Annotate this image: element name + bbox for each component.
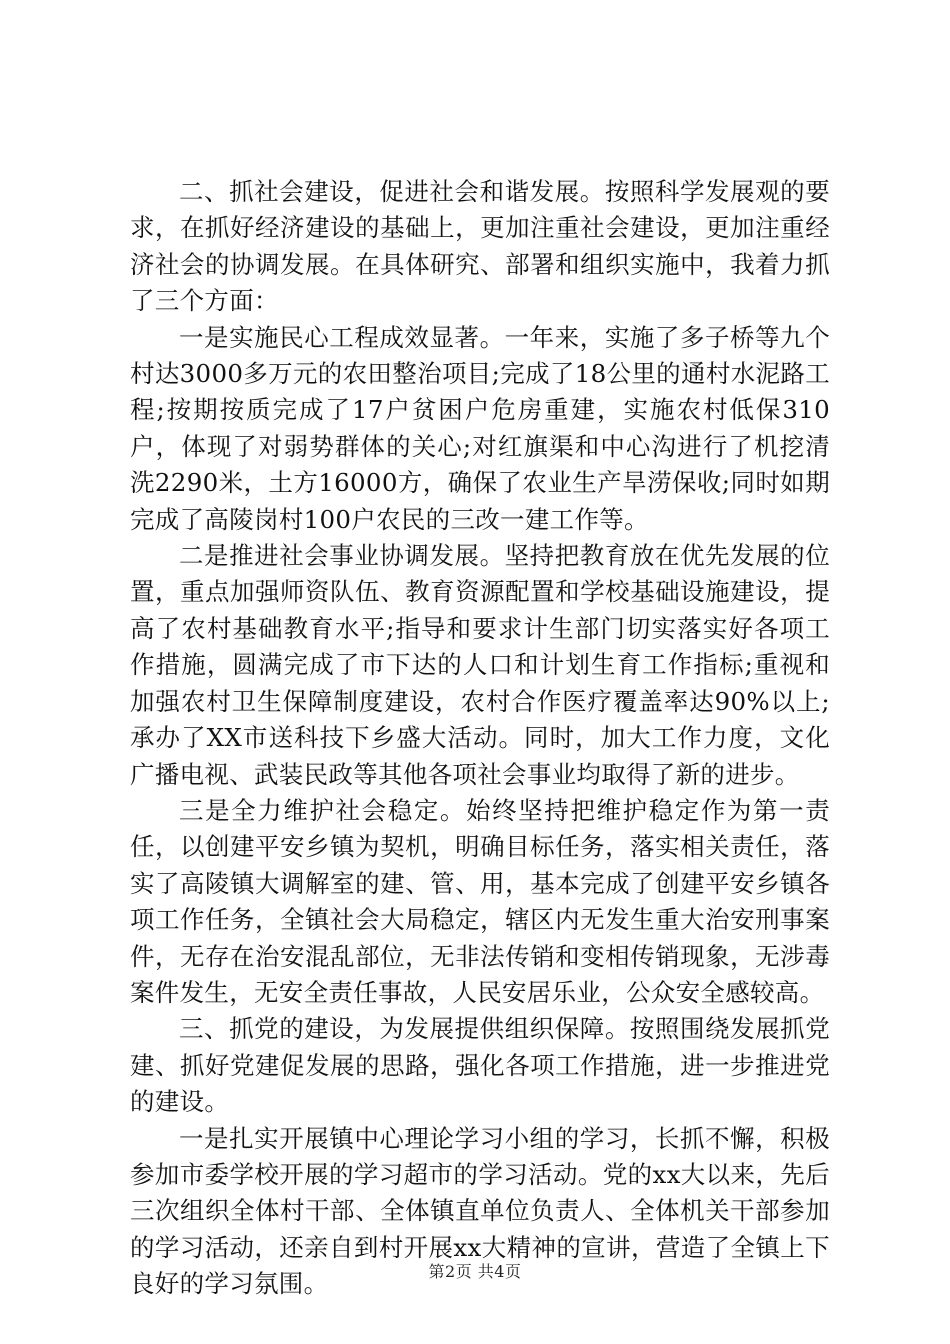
paragraph-social-construction: 二、抓社会建设，促进社会和谐发展。按照科学发展观的要求，在抓好经济建设的基础上，更加注重社会建设，更加注重经济社会的协调发展。在具体研究、部署和组织实施中，我着力抓了三个方面： <box>130 177 830 316</box>
page-number: 第2页 共4页 <box>428 1262 522 1281</box>
paragraph-livelihood-projects: 一是实施民心工程成效显著。一年来，实施了多子桥等九个村达3000多万元的农田整治项目;完成了18公里的通村水泥路工程;按期按质完成了17户贫困户危房重建，实施农村低保310户，体现了对弱势群体的关心;对红旗渠和中心沟进行了机挖清洗2290米，土方16000方，确保了农业生产旱涝保收;同时如期完成了高陵岗村100户农民的三改一建工作等。 <box>130 322 830 534</box>
paragraph-social-undertakings: 二是推进社会事业协调发展。坚持把教育放在优先发展的位置，重点加强师资队伍、教育资源配置和学校基础设施建设，提高了农村基础教育水平;指导和要求计生部门切实落实好各项工作措施，圆满完成了市下达的人口和计划生育工作指标;重视和加强农村卫生保障制度建设，农村合作医疗覆盖率达90%以上;承办了XX市送科技下乡盛大活动。同时，加大工作力度，文化广播电视、武装民政等其他各项社会事业均取得了新的进步。 <box>130 541 830 789</box>
paragraph-social-stability: 三是全力维护社会稳定。始终坚持把维护稳定作为第一责任，以创建平安乡镇为契机，明确目标任务，落实相关责任，落实了高陵镇大调解室的建、管、用，基本完成了创建平安乡镇各项工作任务，全镇社会大局稳定，辖区内无发生重大治安刑事案件，无存在治安混乱部位，无非法传销和变相传销现象，无涉毒案件发生，无安全责任事故，人民安居乐业，公众安全感较高。 <box>130 795 830 1007</box>
document-body <box>130 174 830 1303</box>
paragraph-party-building: 三、抓党的建设，为发展提供组织保障。按照围绕发展抓党建、抓好党建促发展的思路，强化各项工作措施，进一步推进党的建设。 <box>130 1014 830 1117</box>
page-footer <box>0 1262 950 1282</box>
paragraph-theory-study: 一是扎实开展镇中心理论学习小组的学习，长抓不懈，积极参加市委学校开展的学习超市的学习活动。党的xx大以来，先后三次组织全体村干部、全体镇直单位负责人、全体机关干部参加的学习活动，还亲自到村开展xx大精神的宣讲，营造了全镇上下良好的学习氛围。 <box>130 1123 830 1299</box>
